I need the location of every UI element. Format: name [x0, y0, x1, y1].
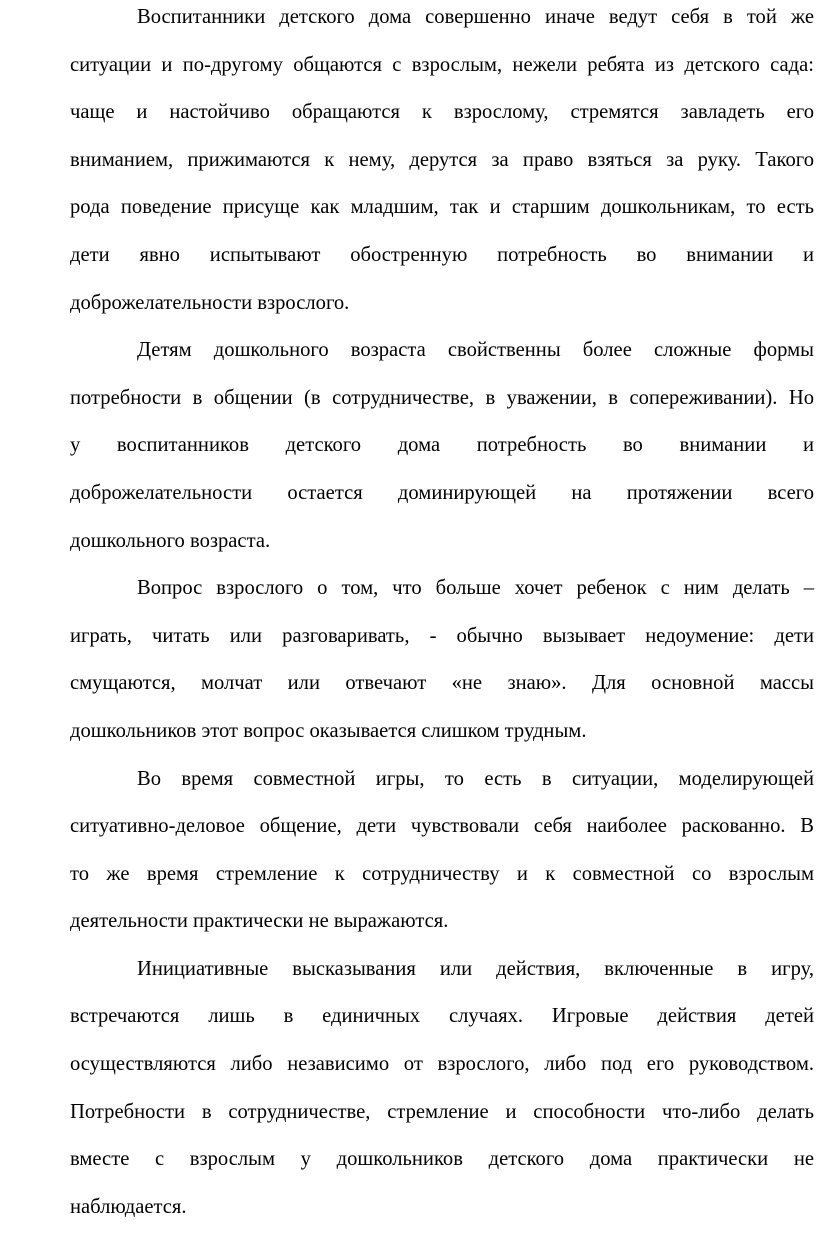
text-line: играть, читать или разговаривать, - обычно вызывает недоумение: дети	[70, 624, 814, 647]
text-line: смущаются, молчат или отвечают «не знаю». Для основной массы	[70, 672, 814, 695]
text-line: Инициативные высказывания или действия, включенные в игру,	[137, 957, 814, 980]
text-line: деятельности практически не выражаются.	[70, 910, 449, 933]
text-line: у воспитанников детского дома потребность во внимании и	[70, 434, 814, 457]
text-line: встречаются лишь в единичных случаях. Игровые действия детей	[70, 1005, 814, 1028]
paragraph-5	[3, 946, 814, 1232]
text-line: Потребности в сотрудничестве, стремление и способности что-либо делать	[70, 1100, 814, 1123]
text-line: дошкольного возраста.	[70, 529, 271, 552]
text-line: дошкольников этот вопрос оказывается слишком трудным.	[70, 719, 587, 742]
text-line: ситуации и по-другому общаются с взрослым, нежели ребята из детского сада:	[70, 53, 814, 76]
text-line: вниманием, прижимаются к нему, дерутся за право взяться за руку. Такого	[70, 148, 814, 171]
text-line: Детям дошкольного возраста свойственны более сложные формы	[137, 339, 814, 362]
text-line: доброжелательности остается доминирующей на протяжении всего	[70, 481, 814, 504]
paragraph-2	[3, 327, 814, 565]
text-line: ситуативно-деловое общение, дети чувствовали себя наиболее раскованно. В	[70, 815, 814, 838]
text-line: вместе с взрослым у дошкольников детского дома практически не	[70, 1148, 814, 1171]
text-line: доброжелательности взрослого.	[70, 291, 350, 314]
text-line: Воспитанники детского дома совершенно иначе ведут себя в той же	[137, 6, 814, 28]
text-line: Во время совместной игры, то есть в ситуации, моделирующей	[137, 767, 814, 790]
paragraph-3	[3, 565, 814, 755]
text-line: чаще и настойчиво обращаются к взрослому, стремятся завладеть его	[70, 101, 814, 124]
paragraph-4	[3, 756, 814, 946]
text-line: осуществляются либо независимо от взрослого, либо под его руководством.	[70, 1053, 814, 1076]
text-line: дети явно испытывают обостренную потребность во внимании и	[70, 243, 814, 266]
text-line: потребности в общении (в сотрудничестве, в уважении, в сопереживании). Но	[70, 386, 814, 409]
text-line: Вопрос взрослого о том, что больше хочет ребенок с ним делать –	[137, 577, 814, 600]
text-line: наблюдается.	[70, 1195, 187, 1218]
text-line: рода поведение присуще как младшим, так и старшим дошкольникам, то есть	[70, 196, 814, 219]
paragraph-1	[3, 0, 814, 327]
text-line: то же время стремление к сотрудничеству и к совместной со взрослым	[70, 862, 814, 885]
